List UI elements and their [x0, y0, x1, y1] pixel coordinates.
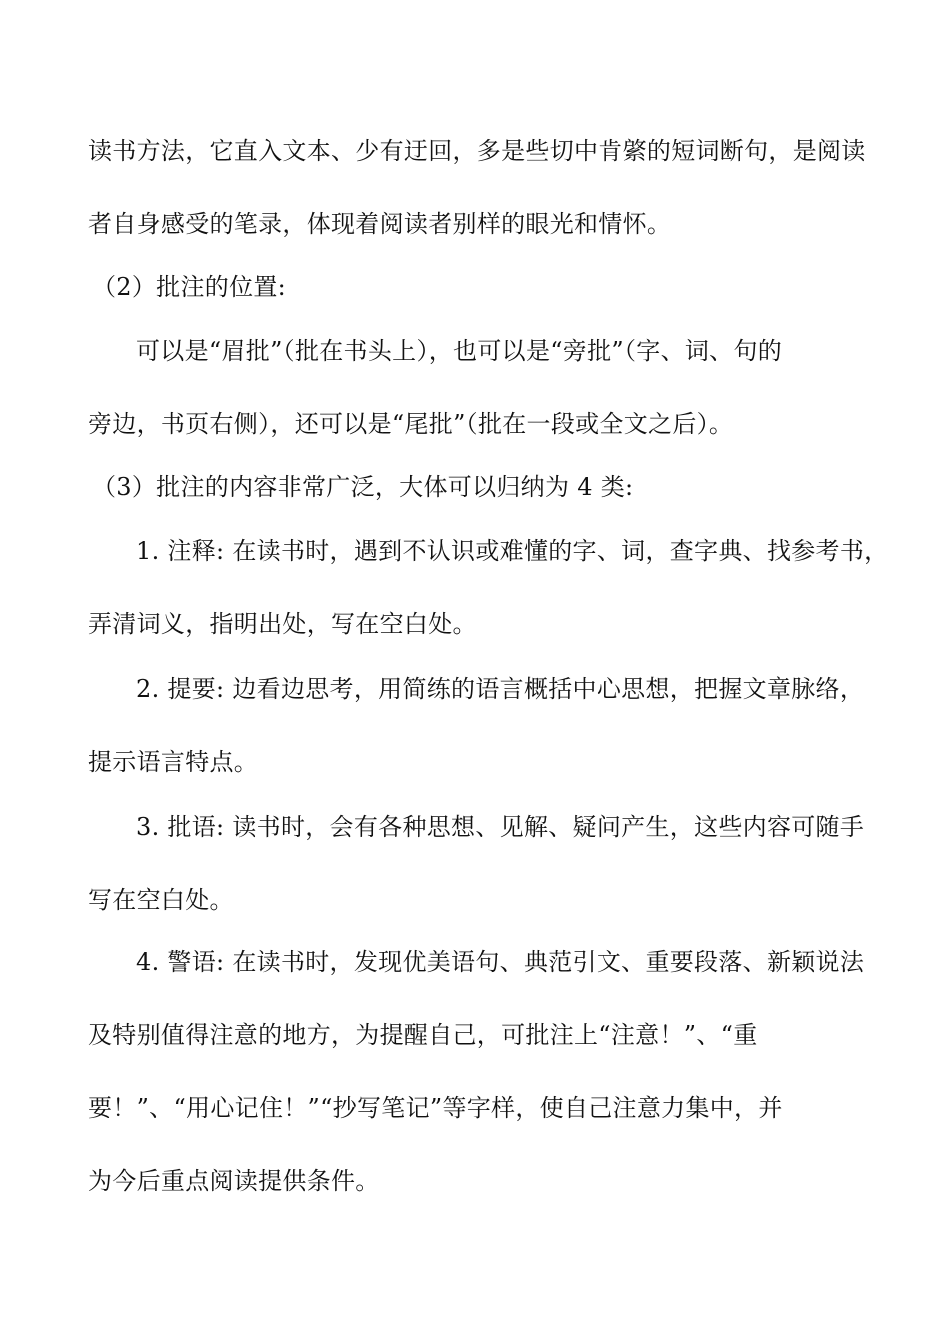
text-line-8: 弄清词义，指明出处，写在空白处。 [88, 610, 477, 638]
text-line-4: 可以是“眉批”（批在书头上），也可以是“旁批”（字、词、句的 [136, 337, 783, 365]
list-item-warning: 4. 警语: 在读书时，发现优美语句、典范引文、重要段落、新颖说法 [136, 948, 865, 976]
text-line-16: 为今后重点阅读提供条件。 [88, 1167, 380, 1195]
text-line-5: 旁边，书页右侧），还可以是“尾批”（批在一段或全文之后）。 [88, 410, 734, 438]
text-line-2: 者自身感受的笔录，体现着阅读者别样的眼光和情怀。 [88, 210, 672, 238]
list-item-comment: 3. 批语: 读书时，会有各种思想、见解、疑问产生，这些内容可随手 [136, 813, 865, 841]
section-heading-content: （3）批注的内容非常广泛，大体可以归纳为 4 类: [92, 473, 634, 501]
text-line-12: 写在空白处。 [88, 886, 234, 914]
text-line-15: 要！”、“用心记住！”“抄写笔记”等字样，使自己注意力集中，并 [88, 1094, 783, 1122]
list-item-summary: 2. 提要: 边看边思考，用简练的语言概括中心思想，把握文章脉络， [136, 675, 865, 703]
list-item-annotation: 1. 注释: 在读书时，遇到不认识或难懂的字、词，查字典、找参考书， [136, 537, 889, 565]
text-line-14: 及特别值得注意的地方，为提醒自己，可批注上“注意！”、“重 [88, 1021, 758, 1049]
section-heading-position: （2）批注的位置: [92, 273, 287, 301]
text-line-1: 读书方法，它直入文本、少有迂回，多是些切中肯綮的短词断句，是阅读 [88, 137, 866, 165]
text-line-10: 提示语言特点。 [88, 748, 259, 776]
